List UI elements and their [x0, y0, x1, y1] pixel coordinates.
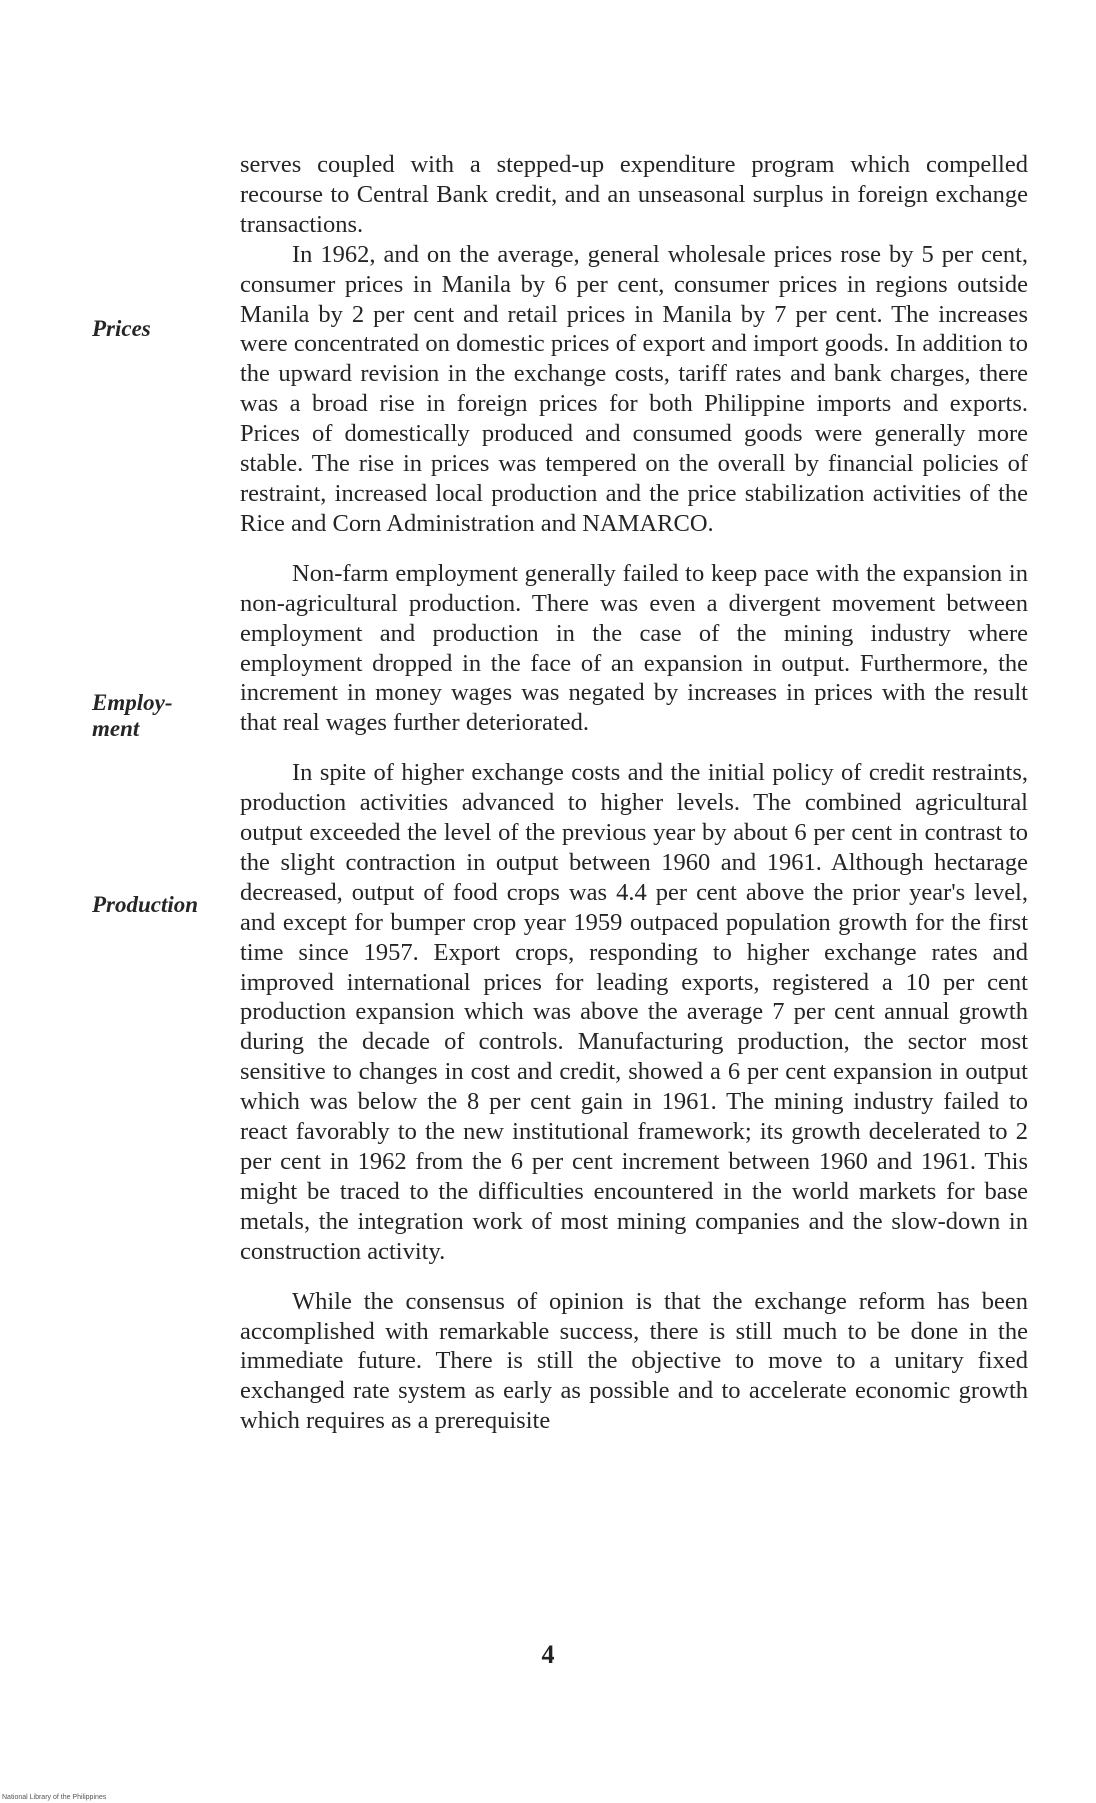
paragraph-prices: In 1962, and on the average, general wholesale prices rose by 5 per cent, consumer prices in Manila by 6 per cent, consumer prices in regions outside Manila by 2 per cent and retail prices in Manila by 7 per cent. The increases were concentrated on domestic prices of export and import goods. In addition to the upward revision in the exchange costs, tariff rates and bank charges, there was a broad rise in foreign prices for both Philippine imports and exports. Prices of domestically produced and consumed goods were generally more stable. The rise in prices was tempered on the overall by financial policies of restraint, increased local production and the price stabilization activities of the Rice and Corn Administration and NAMARCO.	[240, 240, 1028, 537]
body-text	[240, 150, 1028, 1436]
paragraph-production: In spite of higher exchange costs and the initial policy of credit restraints, production activities advanced to higher levels. The combined agricultural output exceeded the level of the previous year by about 6 per cent in contrast to the slight contraction in output between 1960 and 1961. Although hectarage decreased, output of food crops was 4.4 per cent above the prior year's level, and except for bumper crop year 1959 outpaced population growth for the first time since 1957. Export crops, responding to higher exchange rates and improved international prices for leading exports, registered a 10 per cent production expansion which was above the average 7 per cent annual growth during the decade of controls. Manufacturing production, the sector most sensitive to changes in cost and credit, showed a 6 per cent expansion in output which was below the 8 per cent gain in 1961. The mining industry failed to react favorably to the new institutional framework; its growth decelerated to 2 per cent in 1962 from the 6 per cent increment between 1960 and 1961. This might be traced to the difficulties encountered in the world markets for base metals, the integration work of most mining companies and the slow-down in construction activity.	[240, 759, 1028, 1265]
footer-credit: National Library of the Philippines	[2, 1794, 107, 1801]
paragraph-employment: Non-farm employment generally failed to keep pace with the expansion in non-agricultural production. There was even a divergent movement between employment and production in the case of the mining industry where employment dropped in the face of an expansion in output. Furthermore, the increment in money wages was negated by increases in prices with the result that real wages further deteriorated.	[240, 559, 1028, 737]
paragraph-exchange-reform: While the consensus of opinion is that the exchange reform has been accomplished with remarkable success, there is still much to be done in the immediate future. There is still the objective to move to a unitary fixed exchanged rate system as early as possible and to accelerate economic growth which requires as a prerequisite	[240, 1287, 1028, 1435]
margin-label-prices: Prices	[92, 316, 151, 341]
margin-label-employment: Employ-ment	[92, 690, 173, 741]
page-number: 4	[541, 1640, 555, 1669]
margin-label-production: Production	[92, 892, 199, 917]
paragraph-reserves: serves coupled with a stepped-up expenditure program which compelled recourse to Central Bank credit, and an unseasonal surplus in foreign exchange transactions.	[240, 151, 1028, 238]
